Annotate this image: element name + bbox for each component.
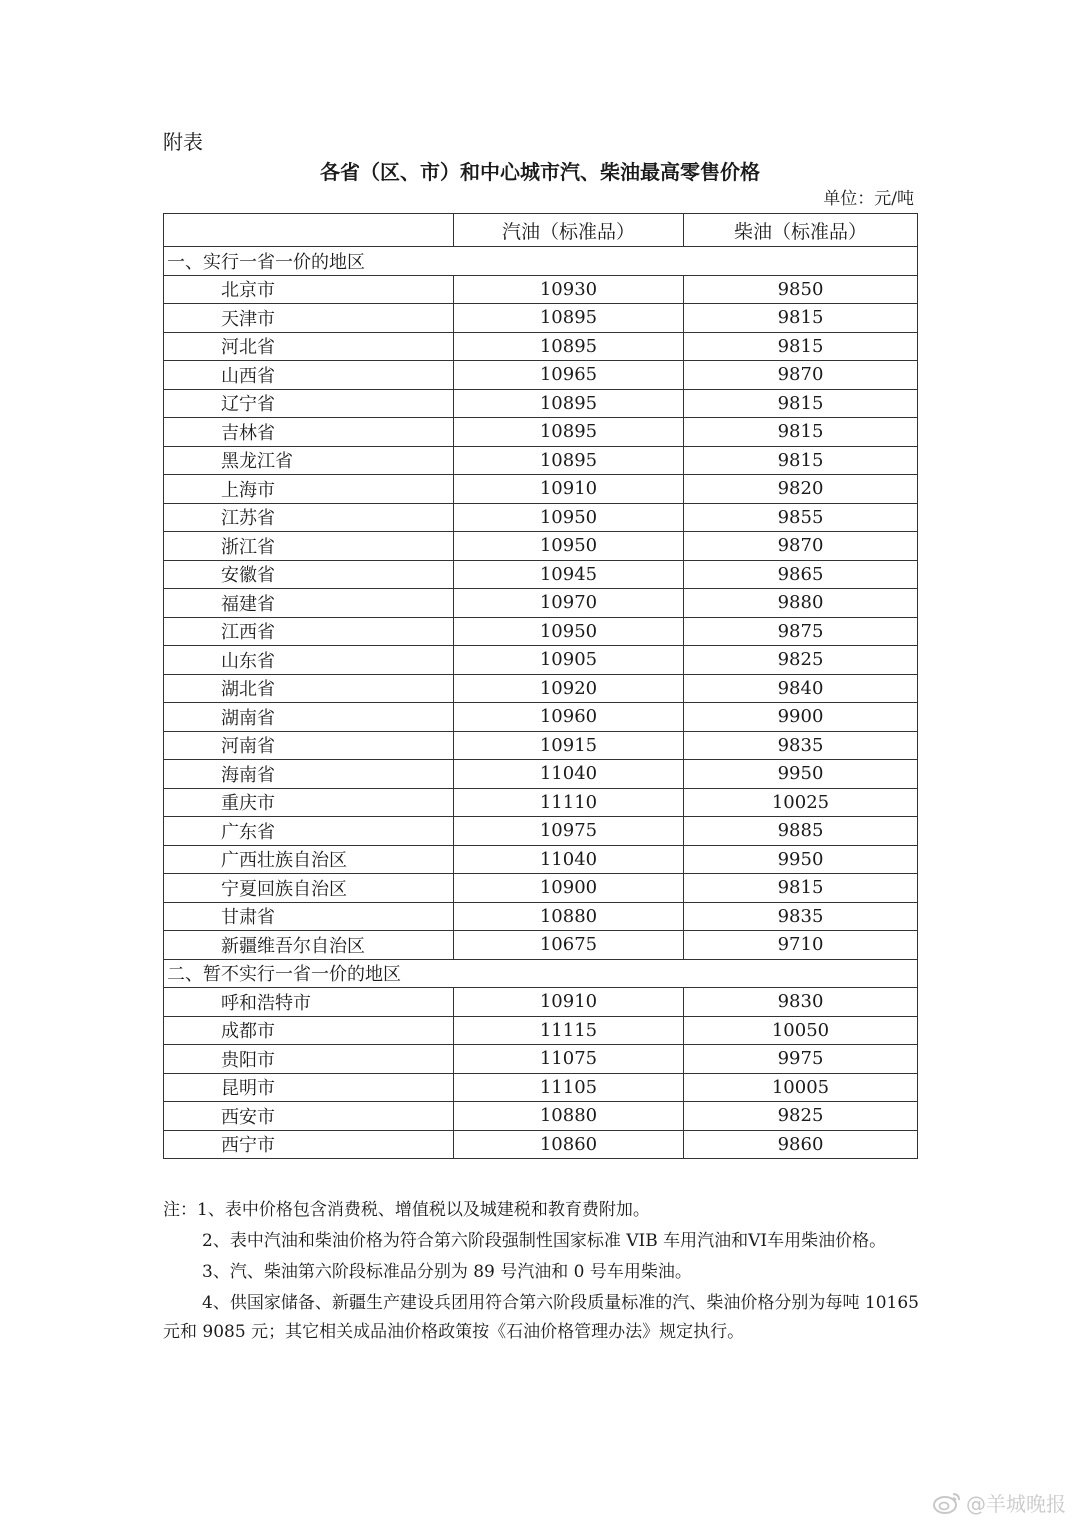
- diesel-price: 9815: [684, 874, 918, 903]
- table-row: [164, 332, 918, 361]
- region-name: 海南省: [164, 760, 454, 789]
- region-name: 湖南省: [164, 703, 454, 732]
- region-name: 安徽省: [164, 560, 454, 589]
- diesel-price: 9975: [684, 1045, 918, 1074]
- region-name: 辽宁省: [164, 389, 454, 418]
- table-row: [164, 731, 918, 760]
- gasoline-price: 10945: [454, 560, 684, 589]
- gasoline-price: 11105: [454, 1073, 684, 1102]
- header-region: [164, 214, 454, 247]
- watermark-text: @羊城晚报: [966, 1492, 1066, 1516]
- diesel-price: 9870: [684, 532, 918, 561]
- region-name: 江苏省: [164, 503, 454, 532]
- table-row: [164, 874, 918, 903]
- table-row: [164, 361, 918, 390]
- section-heading-row: [164, 247, 918, 276]
- region-name: 河南省: [164, 731, 454, 760]
- diesel-price: 9885: [684, 817, 918, 846]
- diesel-price: 10005: [684, 1073, 918, 1102]
- table-row: [164, 788, 918, 817]
- gasoline-price: 10895: [454, 389, 684, 418]
- gasoline-price: 10910: [454, 475, 684, 504]
- gasoline-price: 10960: [454, 703, 684, 732]
- region-name: 西安市: [164, 1102, 454, 1131]
- weibo-icon: [932, 1491, 962, 1515]
- diesel-price: 9825: [684, 646, 918, 675]
- table-body: [164, 247, 918, 1159]
- gasoline-price: 11115: [454, 1016, 684, 1045]
- diesel-price: 9815: [684, 446, 918, 475]
- table-header-row: [164, 214, 918, 247]
- diesel-price: 9880: [684, 589, 918, 618]
- diesel-price: 9820: [684, 475, 918, 504]
- gasoline-price: 10915: [454, 731, 684, 760]
- gasoline-price: 10900: [454, 874, 684, 903]
- table-row: [164, 560, 918, 589]
- gasoline-price: 10950: [454, 532, 684, 561]
- region-name: 北京市: [164, 275, 454, 304]
- region-name: 广西壮族自治区: [164, 845, 454, 874]
- region-name: 黑龙江省: [164, 446, 454, 475]
- diesel-price: 9835: [684, 731, 918, 760]
- document-title: 各省（区、市）和中心城市汽、柴油最高零售价格: [320, 160, 760, 184]
- diesel-price: 9950: [684, 760, 918, 789]
- diesel-price: 10050: [684, 1016, 918, 1045]
- region-name: 呼和浩特市: [164, 988, 454, 1017]
- region-name: 宁夏回族自治区: [164, 874, 454, 903]
- table-row: [164, 275, 918, 304]
- diesel-price: 9835: [684, 902, 918, 931]
- diesel-price: 9815: [684, 304, 918, 333]
- gasoline-price: 10965: [454, 361, 684, 390]
- section-heading-row: [164, 959, 918, 988]
- table-row: [164, 760, 918, 789]
- table-row: [164, 389, 918, 418]
- gasoline-price: 11040: [454, 845, 684, 874]
- section-heading: 二、暂不实行一省一价的地区: [164, 959, 918, 988]
- region-name: 新疆维吾尔自治区: [164, 931, 454, 960]
- diesel-price: 9850: [684, 275, 918, 304]
- gasoline-price: 11110: [454, 788, 684, 817]
- region-name: 甘肃省: [164, 902, 454, 931]
- region-name: 昆明市: [164, 1073, 454, 1102]
- region-name: 山东省: [164, 646, 454, 675]
- gasoline-price: 10895: [454, 332, 684, 361]
- gasoline-price: 10930: [454, 275, 684, 304]
- diesel-price: 9825: [684, 1102, 918, 1131]
- gasoline-price: 10860: [454, 1130, 684, 1159]
- header-diesel: 柴油（标准品）: [684, 214, 918, 247]
- note-1: 注：1、表中价格包含消费税、增值税以及城建税和教育费附加。: [163, 1200, 650, 1220]
- gasoline-price: 10895: [454, 304, 684, 333]
- diesel-price: 9875: [684, 617, 918, 646]
- unit-label: 单位：元/吨: [823, 189, 914, 209]
- diesel-price: 9870: [684, 361, 918, 390]
- table-row: [164, 703, 918, 732]
- region-name: 广东省: [164, 817, 454, 846]
- note-3: 3、汽、柴油第六阶段标准品分别为 89 号汽油和 0 号车用柴油。: [202, 1262, 692, 1282]
- table-row: [164, 931, 918, 960]
- gasoline-price: 11040: [454, 760, 684, 789]
- table-row: [164, 988, 918, 1017]
- notes: [163, 1196, 919, 1349]
- diesel-price: 9840: [684, 674, 918, 703]
- gasoline-price: 10895: [454, 446, 684, 475]
- table-row: [164, 1073, 918, 1102]
- region-name: 上海市: [164, 475, 454, 504]
- gasoline-price: 10950: [454, 503, 684, 532]
- table-row: [164, 817, 918, 846]
- table-row: [164, 902, 918, 931]
- gasoline-price: 10910: [454, 988, 684, 1017]
- section-heading: 一、实行一省一价的地区: [164, 247, 918, 276]
- region-name: 贵阳市: [164, 1045, 454, 1074]
- table-row: [164, 418, 918, 447]
- diesel-price: 9900: [684, 703, 918, 732]
- price-table: [163, 213, 918, 1159]
- note-4: 4、供国家储备、新疆生产建设兵团用符合第六阶段质量标准的汽、柴油价格分别为每吨 10165 元和 9085 元；其它相关成品油价格政策按《石油价格管理办法》规定执行。: [163, 1293, 919, 1342]
- region-name: 江西省: [164, 617, 454, 646]
- region-name: 浙江省: [164, 532, 454, 561]
- note-2: 2、表中汽油和柴油价格为符合第六阶段强制性国家标准 VIB 车用汽油和VI车用柴油价格。: [202, 1231, 887, 1251]
- diesel-price: 9855: [684, 503, 918, 532]
- header-gasoline: 汽油（标准品）: [454, 214, 684, 247]
- gasoline-price: 11075: [454, 1045, 684, 1074]
- diesel-price: 9860: [684, 1130, 918, 1159]
- table-row: [164, 446, 918, 475]
- gasoline-price: 10675: [454, 931, 684, 960]
- gasoline-price: 10880: [454, 1102, 684, 1131]
- region-name: 吉林省: [164, 418, 454, 447]
- region-name: 河北省: [164, 332, 454, 361]
- page-label: 附表: [163, 130, 203, 154]
- diesel-price: 9815: [684, 389, 918, 418]
- gasoline-price: 10975: [454, 817, 684, 846]
- table-row: [164, 1102, 918, 1131]
- table-row: [164, 532, 918, 561]
- table-row: [164, 646, 918, 675]
- table-row: [164, 1016, 918, 1045]
- region-name: 成都市: [164, 1016, 454, 1045]
- region-name: 湖北省: [164, 674, 454, 703]
- region-name: 山西省: [164, 361, 454, 390]
- gasoline-price: 10905: [454, 646, 684, 675]
- table-row: [164, 304, 918, 333]
- table-row: [164, 503, 918, 532]
- region-name: 天津市: [164, 304, 454, 333]
- table-row: [164, 674, 918, 703]
- gasoline-price: 10880: [454, 902, 684, 931]
- table-row: [164, 617, 918, 646]
- diesel-price: 9815: [684, 418, 918, 447]
- diesel-price: 9830: [684, 988, 918, 1017]
- region-name: 重庆市: [164, 788, 454, 817]
- diesel-price: 9815: [684, 332, 918, 361]
- gasoline-price: 10920: [454, 674, 684, 703]
- gasoline-price: 10950: [454, 617, 684, 646]
- table-row: [164, 589, 918, 618]
- table-row: [164, 845, 918, 874]
- gasoline-price: 10970: [454, 589, 684, 618]
- diesel-price: 10025: [684, 788, 918, 817]
- region-name: 福建省: [164, 589, 454, 618]
- table-row: [164, 1045, 918, 1074]
- diesel-price: 9710: [684, 931, 918, 960]
- table-row: [164, 475, 918, 504]
- gasoline-price: 10895: [454, 418, 684, 447]
- diesel-price: 9865: [684, 560, 918, 589]
- region-name: 西宁市: [164, 1130, 454, 1159]
- diesel-price: 9950: [684, 845, 918, 874]
- watermark: [932, 1488, 1066, 1517]
- table-row: [164, 1130, 918, 1159]
